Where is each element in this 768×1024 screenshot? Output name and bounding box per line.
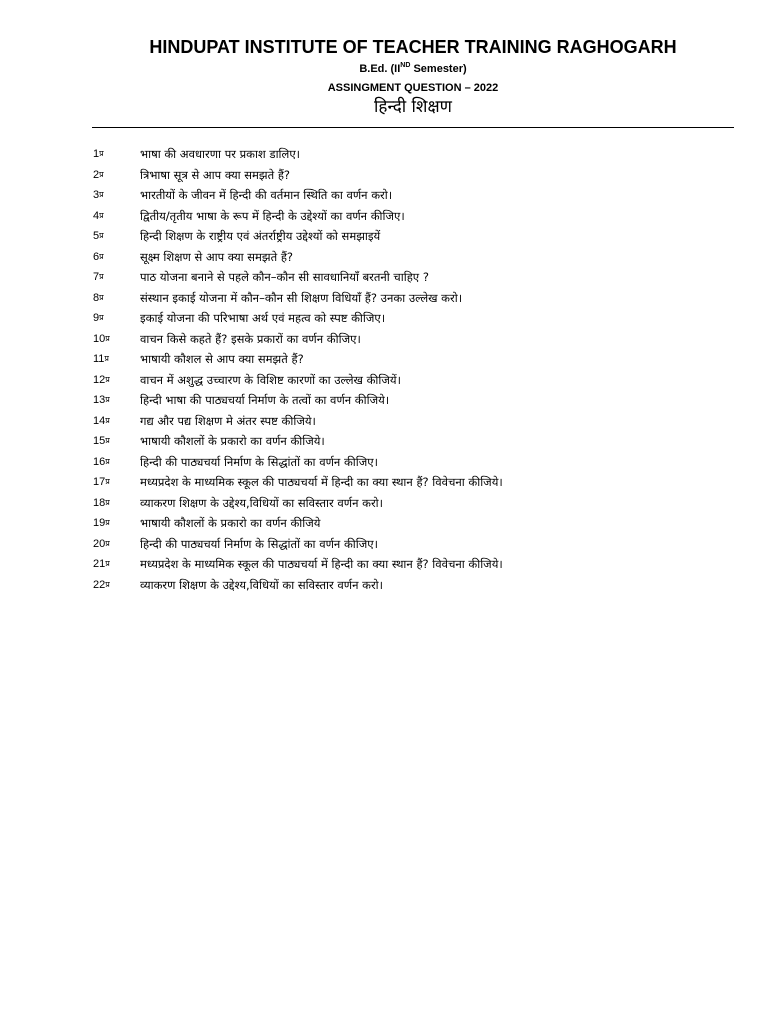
question-marker: प्र (99, 272, 104, 281)
question-number (93, 537, 110, 551)
question-marker: प्र (105, 559, 110, 568)
question-number-value: 13 (93, 394, 106, 406)
question-number-value: 10 (93, 332, 106, 345)
question-marker: प्र (105, 415, 110, 425)
question-marker: प्र (99, 190, 104, 199)
question-number (93, 557, 110, 571)
question-number (93, 250, 104, 264)
question-number-value: 5 (93, 230, 100, 242)
question-text: द्वितीय/तृतीय भाषा के रूप में हिन्दी के उद्देश्यों का वर्णन कीजिए। (140, 208, 405, 223)
question-marker: प्र (104, 354, 109, 363)
question-number (93, 496, 110, 510)
question-text: भारतीयों के जीवन में हिन्दी की वर्तमान स्थिति का वर्णन करो। (140, 188, 393, 202)
question-item (0, 412, 768, 433)
question-marker: प्र (105, 518, 110, 527)
question-item (0, 145, 768, 166)
question-marker: प्र (99, 292, 104, 302)
question-number-value: 9 (93, 312, 100, 324)
course-prefix: B.Ed. (II (359, 63, 401, 75)
question-number (93, 516, 110, 530)
question-item (0, 576, 768, 597)
question-text: पाठ योजना बनाने से पहले कौन–कौन सी सावधानियाँ बरतनी चाहिए ? (140, 270, 429, 284)
question-number (93, 311, 104, 325)
question-item (0, 309, 768, 330)
question-number-value: 7 (93, 271, 100, 283)
question-item (0, 268, 768, 289)
question-number (93, 270, 104, 284)
question-number-value: 11 (93, 353, 105, 365)
question-item (0, 248, 768, 269)
course-line (58, 62, 768, 76)
question-number-value: 19 (93, 517, 106, 529)
question-item (0, 227, 768, 248)
question-number (93, 414, 110, 428)
question-number (93, 291, 104, 305)
question-number-value: 4 (93, 209, 100, 222)
question-number (93, 578, 110, 592)
question-item (0, 186, 768, 207)
question-number-value: 6 (93, 250, 100, 263)
question-text: भाषायी कौशलों के प्रकारो का वर्णन कीजिये। (140, 434, 325, 448)
question-number-value: 15 (93, 435, 106, 447)
question-text: हिन्दी की पाठ्यचर्या निर्माण के सिद्धांतों का वर्णन कीजिए। (140, 536, 378, 551)
question-number (93, 434, 110, 448)
question-marker: प्र (105, 374, 110, 384)
question-text: त्रिभाषा सूत्र से आप क्या समझते हैं? (140, 167, 291, 182)
question-item (0, 453, 768, 474)
question-text: वाचन में अशुद्ध उच्चारण के विशिष्ट कारणों का उल्लेख कीजियें। (140, 372, 401, 387)
question-item (0, 289, 768, 310)
question-text: सूक्ष्म शिक्षण से आप क्या समझते हैं? (140, 249, 294, 264)
question-text: हिन्दी की पाठ्यचर्या निर्माण के सिद्धांतों का वर्णन कीजिए। (140, 454, 378, 469)
question-marker: प्र (105, 497, 110, 507)
question-number (93, 147, 104, 161)
header-divider (92, 127, 734, 128)
question-number (93, 332, 110, 346)
question-marker: प्र (99, 210, 104, 220)
question-marker: प्र (105, 538, 110, 548)
question-marker: प्र (105, 456, 110, 466)
question-number-value: 12 (93, 373, 106, 386)
question-item (0, 432, 768, 453)
question-number-value: 16 (93, 455, 106, 468)
question-item (0, 330, 768, 351)
question-marker: प्र (99, 169, 104, 179)
question-text: संस्थान इकाई योजना में कौन–कौन सी शिक्षण विधियाँ हैं? उनका उल्लेख करो। (140, 290, 463, 305)
question-marker: प्र (105, 436, 110, 445)
question-marker: प्र (99, 149, 104, 158)
question-item (0, 535, 768, 556)
question-number-value: 1 (93, 148, 100, 160)
question-item (0, 166, 768, 187)
question-marker: प्र (105, 333, 110, 343)
question-number (93, 229, 104, 243)
course-suffix: Semester) (410, 63, 467, 75)
question-number (93, 373, 110, 387)
subject-heading: हिन्दी शिक्षण (374, 97, 452, 117)
question-item (0, 494, 768, 515)
question-text: व्याकरण शिक्षण के उद्देश्य,विधियों का सविस्तार वर्णन करो। (140, 495, 383, 510)
question-marker: प्र (105, 395, 110, 404)
question-text: हिन्दी भाषा की पाठ्यचर्या निर्माण के तत्वों का वर्णन कीजिये। (140, 393, 390, 407)
question-number (93, 475, 110, 489)
question-item (0, 555, 768, 576)
question-item (0, 350, 768, 371)
question-text: गद्य और पद्य शिक्षण मे अंतर स्पष्ट कीजिये। (140, 413, 316, 428)
question-number (93, 455, 110, 469)
question-number-value: 18 (93, 496, 106, 509)
question-number (93, 352, 109, 366)
question-marker: प्र (105, 477, 110, 486)
question-item (0, 391, 768, 412)
question-number (93, 393, 110, 407)
question-text: मध्यप्रदेश के माध्यमिक स्कूल की पाठ्यचर्या में हिन्दी का क्या स्थान हैं? विवेचना कीजिये। (140, 557, 503, 571)
question-number-value: 22 (93, 578, 106, 591)
question-number-value: 21 (93, 558, 106, 570)
question-number (93, 209, 104, 223)
question-number-value: 17 (93, 476, 106, 488)
question-text: भाषा की अवधारणा पर प्रकाश डालिए। (140, 147, 301, 161)
question-item (0, 473, 768, 494)
question-text: इकाई योजना की परिभाषा अर्थ एवं महत्व को स्पष्ट कीजिए। (140, 311, 386, 325)
question-number (93, 168, 104, 182)
question-number-value: 2 (93, 168, 100, 181)
question-item (0, 514, 768, 535)
question-number-value: 20 (93, 537, 106, 550)
document-header (0, 36, 768, 118)
question-marker: प्र (99, 313, 104, 322)
question-text: हिन्दी शिक्षण के राष्ट्रीय एवं अंतर्राष्ट्रीय उद्देश्यों को समझाइयें (140, 229, 381, 243)
institute-title: HINDUPAT INSTITUTE OF TEACHER TRAINING RAGHOGARH (149, 37, 677, 57)
question-text: वाचन किसे कहते हैं? इसके प्रकारों का वर्णन कीजिए। (140, 331, 361, 346)
question-number-value: 8 (93, 291, 100, 304)
question-number-value: 3 (93, 189, 100, 201)
question-marker: प्र (99, 251, 104, 261)
question-marker: प्र (105, 579, 110, 589)
question-text: मध्यप्रदेश के माध्यमिक स्कूल की पाठ्यचर्या में हिन्दी का क्या स्थान हैं? विवेचना कीजिये। (140, 475, 503, 489)
question-number (93, 188, 104, 202)
question-item (0, 207, 768, 228)
question-list (0, 145, 768, 596)
assignment-heading: ASSINGMENT QUESTION – 2022 (327, 82, 499, 94)
course-superscript: ND (400, 62, 411, 69)
question-text: व्याकरण शिक्षण के उद्देश्य,विधियों का सविस्तार वर्णन करो। (140, 577, 383, 592)
question-text: भाषायी कौशल से आप क्या समझते हैं? (140, 352, 304, 366)
question-text: भाषायी कौशलों के प्रकारो का वर्णन कीजिये (140, 516, 321, 530)
question-number-value: 14 (93, 414, 106, 427)
question-marker: प्र (99, 231, 104, 240)
question-item (0, 371, 768, 392)
